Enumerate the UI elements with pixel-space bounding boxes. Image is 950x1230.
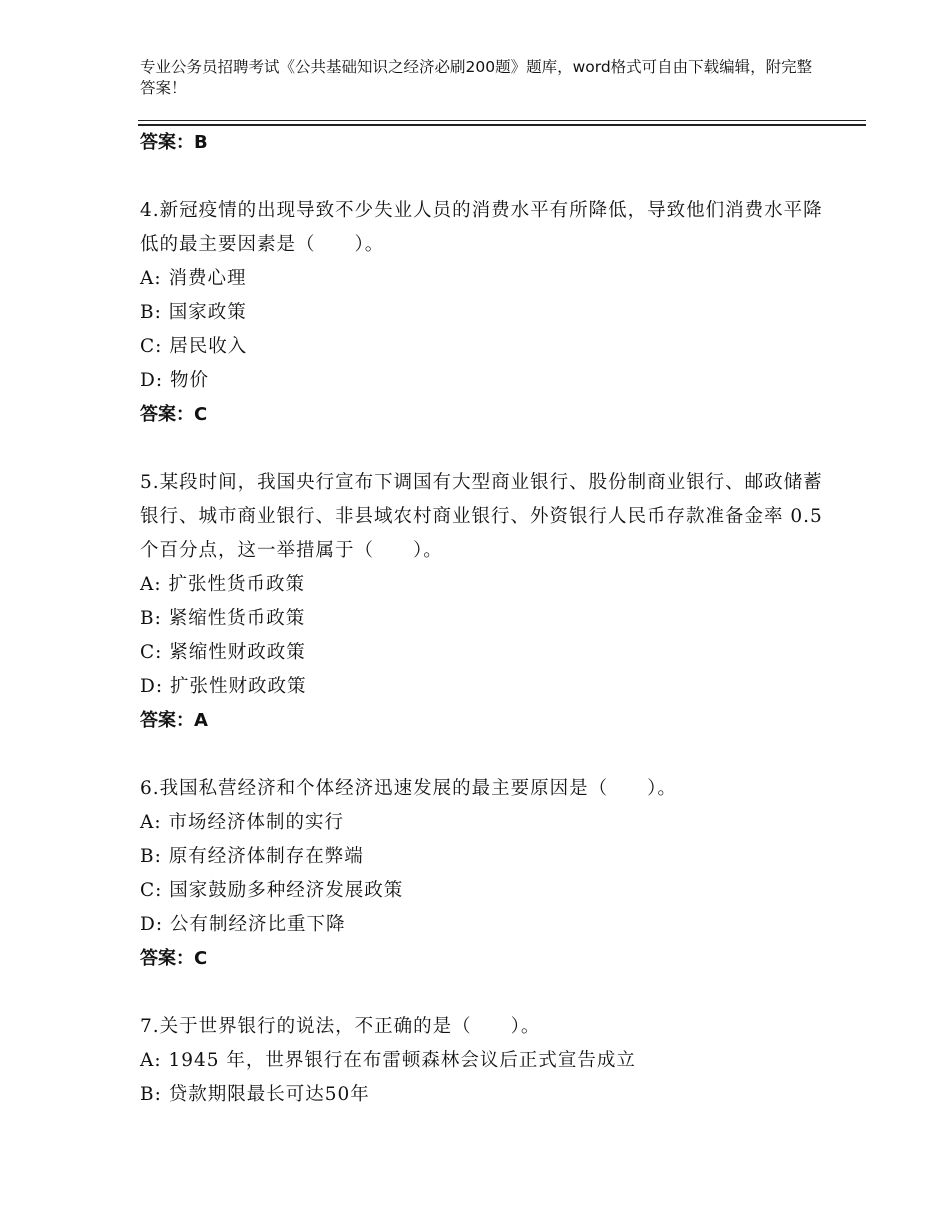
option-d: D: 物价 — [140, 370, 209, 391]
option-c: C: 国家鼓励多种经济发展政策 — [140, 880, 404, 901]
option-b: B: 贷款期限最长可达50年 — [140, 1084, 370, 1105]
header-rule-top — [138, 120, 866, 121]
question-answer: 答案：C — [140, 948, 208, 969]
question-stem: 4.新冠疫情的出现导致不少失业人员的消费水平有所降低，导致他们消费水平降低的最主要因素是（ ）。 — [140, 200, 823, 255]
question-answer: 答案：C — [140, 404, 208, 425]
question-stem: 7.关于世界银行的说法，不正确的是（ ）。 — [140, 1016, 541, 1037]
option-a: A: 扩张性货币政策 — [140, 574, 305, 595]
option-b: B: 紧缩性货币政策 — [140, 608, 306, 629]
option-d: D: 公有制经济比重下降 — [140, 914, 346, 935]
question-7 — [140, 1010, 840, 1112]
option-a: A: 市场经济体制的实行 — [140, 812, 344, 833]
option-c: C: 居民收入 — [140, 336, 248, 357]
option-b: B: 国家政策 — [140, 302, 247, 323]
previous-answer: 答案：B — [140, 132, 208, 153]
question-answer: 答案：A — [140, 710, 208, 731]
question-6 — [140, 772, 840, 976]
option-d: D: 扩张性财政政策 — [140, 676, 307, 697]
option-b: B: 原有经济体制存在弊端 — [140, 846, 364, 867]
question-5 — [140, 466, 840, 738]
question-stem: 6.我国私营经济和个体经济迅速发展的最主要原因是（ ）。 — [140, 778, 677, 799]
option-a: A: 消费心理 — [140, 268, 247, 289]
question-stem: 5.某段时间，我国央行宣布下调国有大型商业银行、股份制商业银行、邮政储蓄银行、城市商业银行、非县域农村商业银行、外资银行人民币存款准备金率 0.5 个百分点，这一举措属于（ ）。 — [140, 472, 823, 561]
page-header: 专业公务员招聘考试《公共基础知识之经济必刷200题》题库，word格式可自由下载编辑，附完整答案！ — [140, 58, 813, 97]
question-content — [140, 126, 840, 1112]
option-c: C: 紧缩性财政政策 — [140, 642, 306, 663]
option-a: A: 1945 年，世界银行在布雷顿森林会议后正式宣告成立 — [140, 1050, 636, 1071]
question-4 — [140, 194, 840, 432]
